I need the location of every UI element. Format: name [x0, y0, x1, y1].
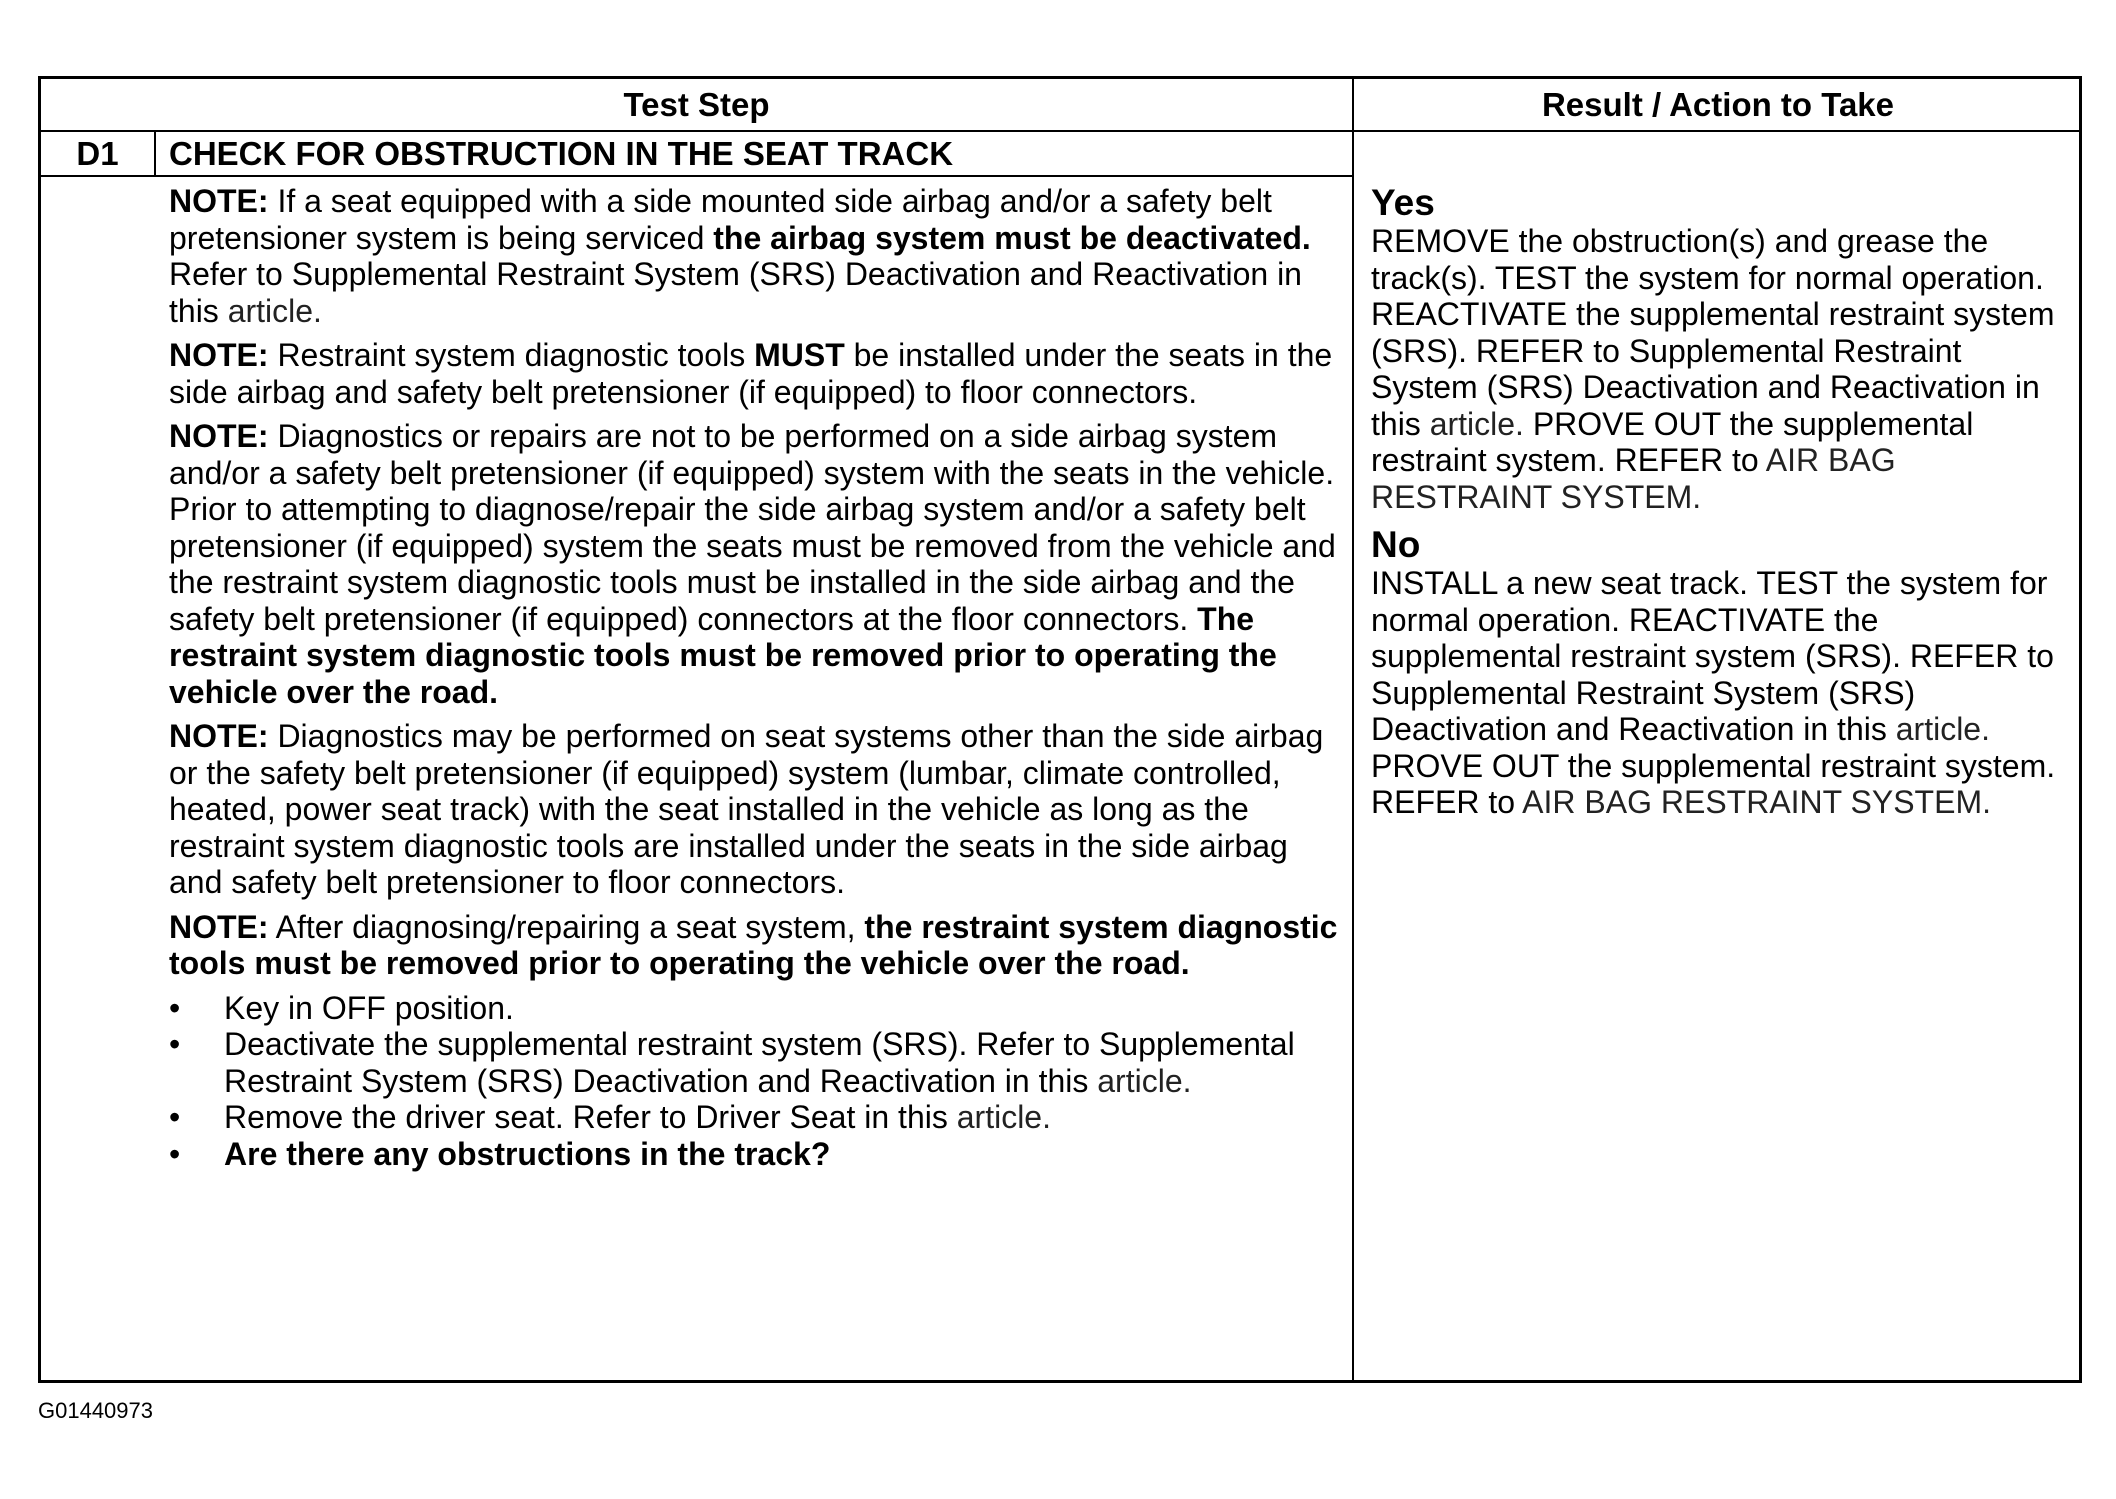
note-text: Restraint system diagnostic tools [268, 337, 755, 373]
note-emphasis: MUST [754, 337, 845, 373]
list-item-text: Key in OFF position. [224, 989, 514, 1026]
list-item-link-text: article. [956, 1099, 1051, 1135]
step-title: CHECK FOR OBSTRUCTION IN THE SEAT TRACK [169, 135, 954, 172]
result-link-text: AIR BAG RESTRAINT SYSTEM. [1522, 784, 1991, 820]
result-text: REMOVE the obstruction(s) and grease the track(s). TEST the system for normal operation. REACTIVATE the supplemental restraint system (SRS). REFER to Supplemental Restraint System (SRS) Deactivation and Reactivation in this [1371, 223, 2055, 442]
result-yes-text [1371, 223, 2071, 515]
note-text: be installed under the seats in the side airbag and safety belt pretensioner (if equipped) to floor connectors. [169, 337, 1333, 410]
result-link-text: AIR BAG RESTRAINT SYSTEM. [1371, 442, 1896, 515]
step-id-divider [154, 130, 156, 175]
step-id: D1 [76, 135, 119, 172]
note-label: NOTE: [169, 908, 269, 945]
bullet-icon: • [169, 1135, 181, 1172]
header-test-step: Test Step [623, 86, 770, 123]
figure-id: G01440973 [38, 1398, 153, 1423]
result-no [1371, 525, 2071, 821]
result-yes-heading: Yes [1371, 182, 1435, 223]
result-yes [1371, 183, 2071, 515]
list-item-text: Deactivate the supplemental restraint system (SRS). Refer to Supplemental Restraint System (SRS) Deactivation and Reactivation in this [224, 1026, 1295, 1099]
note-text: After diagnosing/repairing a seat system, [268, 908, 865, 945]
note-text: Refer to Supplemental Restraint System (SRS) Deactivation and Reactivation in this [169, 256, 1302, 329]
list-item [169, 990, 1339, 1027]
list-item-question: Are there any obstructions in the track? [224, 1135, 831, 1172]
bullet-icon: • [169, 1026, 181, 1062]
note-1 [169, 183, 1339, 329]
result-text: PROVE OUT the supplemental restraint system. REFER to [1371, 405, 1974, 478]
test-step-body [169, 183, 1339, 1172]
bullet-icon: • [169, 1099, 181, 1135]
header-result-action: Result / Action to Take [1541, 86, 1895, 123]
bullet-icon: • [169, 989, 181, 1026]
diagnostic-table [38, 76, 2082, 1383]
column-divider [1352, 79, 1354, 1380]
note-text: Diagnostics or repairs are not to be performed on a side airbag system and/or a safety belt pretensioner (if equipped) system with the seats in the vehicle. Prior to attempting to diagnose/repair the side airbag system and/or a safety belt pretensioner (if equipped) system the seats must be removed from the vehicle and the restraint system diagnostic tools must be installed in the side airbag and the safety belt pretensioner (if equipped) connectors at the floor connectors. [169, 418, 1336, 637]
note-label: NOTE: [169, 418, 269, 454]
list-item-link-text: article. [1097, 1062, 1192, 1099]
result-text: PROVE OUT the supplemental restraint system. REFER to [1371, 747, 2056, 820]
note-emphasis: the restraint system diagnostic tools must be removed prior to operating the vehicle over the road. [169, 908, 1338, 981]
note-text: Diagnostics may be performed on seat systems other than the side airbag or the safety belt pretensioner (if equipped) system (lumbar, climate controlled, heated, power seat track) with the seat installed in the vehicle as long as the restraint system diagnostic tools are installed under the seats in the side airbag and safety belt pretensioner to floor connectors. [169, 718, 1324, 900]
note-emphasis: the airbag system must be deactivated. [713, 219, 1311, 256]
list-item-text: Remove the driver seat. Refer to Driver Seat in this [224, 1099, 957, 1135]
list-item [169, 1099, 1339, 1136]
step-title-divider [41, 175, 1352, 177]
note-emphasis: The restraint system diagnostic tools must be removed prior to operating the vehicle over the road. [169, 600, 1277, 710]
note-label: NOTE: [169, 337, 269, 373]
note-5 [169, 909, 1339, 982]
list-item [169, 1026, 1339, 1099]
note-label: NOTE: [169, 718, 269, 754]
note-2 [169, 337, 1339, 410]
result-no-text [1371, 565, 2071, 821]
note-text: If a seat equipped with a side mounted side airbag and/or a safety belt pretensioner system is being serviced [169, 183, 1272, 256]
result-action-body [1371, 183, 2071, 831]
result-no-heading: No [1371, 524, 1421, 565]
result-link-text: article. [1895, 711, 1990, 747]
note-link-text: article. [227, 292, 322, 329]
procedure-list [169, 990, 1339, 1173]
note-3 [169, 418, 1339, 710]
result-text: INSTALL a new seat track. TEST the system for normal operation. REACTIVATE the supplemental restraint system (SRS). REFER to Supplemental Restraint System (SRS) Deactivation and Reactivation in this [1371, 565, 2054, 747]
note-4 [169, 718, 1339, 901]
note-label: NOTE: [169, 183, 269, 219]
list-item [169, 1136, 1339, 1173]
result-link-text: article. [1429, 405, 1524, 442]
